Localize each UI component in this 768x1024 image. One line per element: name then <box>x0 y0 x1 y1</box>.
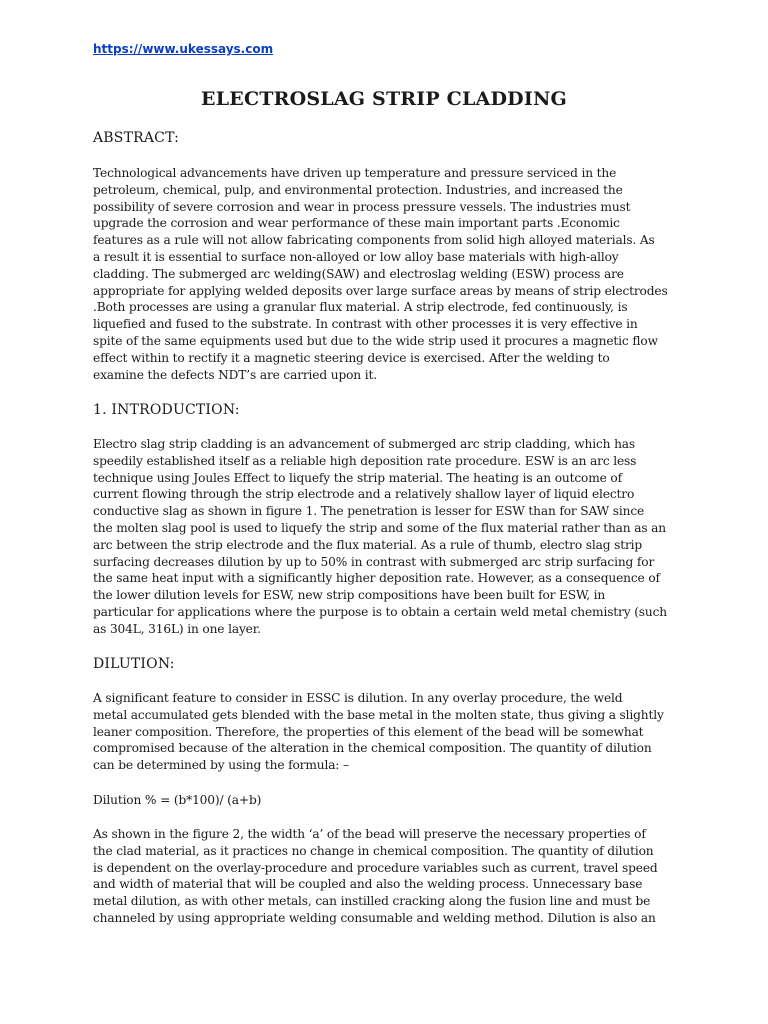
dilution-heading: DILUTION: <box>93 656 175 672</box>
dilution-line: and width of material that will be coupled and also the welding process. Unnecessary base <box>93 877 643 892</box>
introduction-line: the lower dilution levels for ESW, new strip compositions have been built for ESW, in <box>93 588 606 603</box>
abstract-heading: ABSTRACT: <box>93 130 180 146</box>
introduction-line: conductive slag as shown in figure 1. The penetration is lesser for ESW than for SAW since <box>93 504 645 519</box>
dilution-line: channeled by using appropriate welding consumable and welding method. Dilution is also an <box>93 910 656 925</box>
abstract-line: possibility of severe corrosion and wear in process pressure vessels. The industries must <box>93 199 631 214</box>
dilution-line: the clad material, as it practices no change in chemical composition. The quantity of dilution <box>93 843 654 858</box>
abstract-line: examine the defects NDT’s are carried upon it. <box>93 367 377 382</box>
introduction-line: as 304L, 316L) in one layer. <box>93 621 261 636</box>
introduction-line: surfacing decreases dilution by up to 50% in contrast with submerged arc strip surfacing for <box>93 554 655 569</box>
introduction-line: particular for applications where the purpose is to obtain a certain weld metal chemistry (such <box>93 604 667 619</box>
dilution-paragraph <box>93 690 693 774</box>
dilution-line: leaner composition. Therefore, the properties of this element of the bead will be somewhat <box>93 724 644 739</box>
introduction-line: the same heat input with a significantly higher deposition rate. However, as a consequence of <box>93 571 660 586</box>
introduction-line: technique using Joules Effect to liquefy the strip material. The heating is an outcome of <box>93 470 622 485</box>
dilution-line: is dependent on the overlay-procedure and procedure variables such as current, travel speed <box>93 860 658 875</box>
introduction-paragraph <box>93 436 693 638</box>
abstract-line: liquefied and fused to the substrate. In contrast with other processes it is very effective in <box>93 317 638 332</box>
abstract-line: .Both processes are using a granular flux material. A strip electrode, fed continuously, is <box>93 300 628 315</box>
introduction-heading: 1. INTRODUCTION: <box>93 402 240 418</box>
introduction-line: arc between the strip electrode and the flux material. As a rule of thumb, electro slag strip <box>93 537 643 552</box>
introduction-line: Electro slag strip cladding is an advancement of submerged arc strip cladding, which has <box>93 437 635 451</box>
dilution-line: A significant feature to consider in ESSC is dilution. In any overlay procedure, the weld <box>93 691 623 705</box>
abstract-line: spite of the same equipments used but due to the wide strip used it procures a magnetic flow <box>93 333 658 348</box>
dilution-line: As shown in the figure 2, the width ‘a’ of the bead will preserve the necessary properties of <box>93 827 646 841</box>
abstract-line: appropriate for applying welded deposits over large surface areas by means of strip electrodes <box>93 283 668 298</box>
dilution-line: can be determined by using the formula: – <box>93 758 349 773</box>
introduction-line: the molten slag pool is used to liquefy the strip and some of the flux material rather than as an <box>93 520 666 535</box>
introduction-line: current flowing through the strip electrode and a relatively shallow layer of liquid electro <box>93 487 635 502</box>
source-url-link[interactable]: https://www.ukessays.com <box>93 42 274 56</box>
abstract-line: effect within to rectify it a magnetic steering device is exercised. After the welding to <box>93 350 610 365</box>
dilution-formula <box>93 792 693 809</box>
dilution-line: metal dilution, as with other metals, can instilled cracking along the fusion line and must be <box>93 894 651 909</box>
introduction-line: speedily established itself as a reliable high deposition rate procedure. ESW is an arc less <box>93 453 637 468</box>
document-title: ELECTROSLAG STRIP CLADDING <box>201 88 567 110</box>
dilution-paragraph-2 <box>93 826 693 927</box>
dilution-line: metal accumulated gets blended with the base metal in the molten state, thus giving a slightly <box>93 707 664 722</box>
abstract-line: petroleum, chemical, pulp, and environmental protection. Industries, and increased the <box>93 182 623 197</box>
abstract-line: a result it is essential to surface non-alloyed or low alloy base materials with high-alloy <box>93 249 619 264</box>
dilution-line: compromised because of the alteration in the chemical composition. The quantity of dilution <box>93 741 652 756</box>
abstract-line: features as a rule will not allow fabricating components from solid high alloyed materials. As <box>93 233 655 248</box>
abstract-line: upgrade the corrosion and wear performance of these main important parts .Economic <box>93 216 620 231</box>
formula-text: Dilution % = (b*100)/ (a+b) <box>93 793 262 807</box>
abstract-line: Technological advancements have driven up temperature and pressure serviced in the <box>93 166 617 180</box>
abstract-line: cladding. The submerged arc welding(SAW) and electroslag welding (ESW) process are <box>93 266 624 281</box>
abstract-paragraph <box>93 165 693 383</box>
